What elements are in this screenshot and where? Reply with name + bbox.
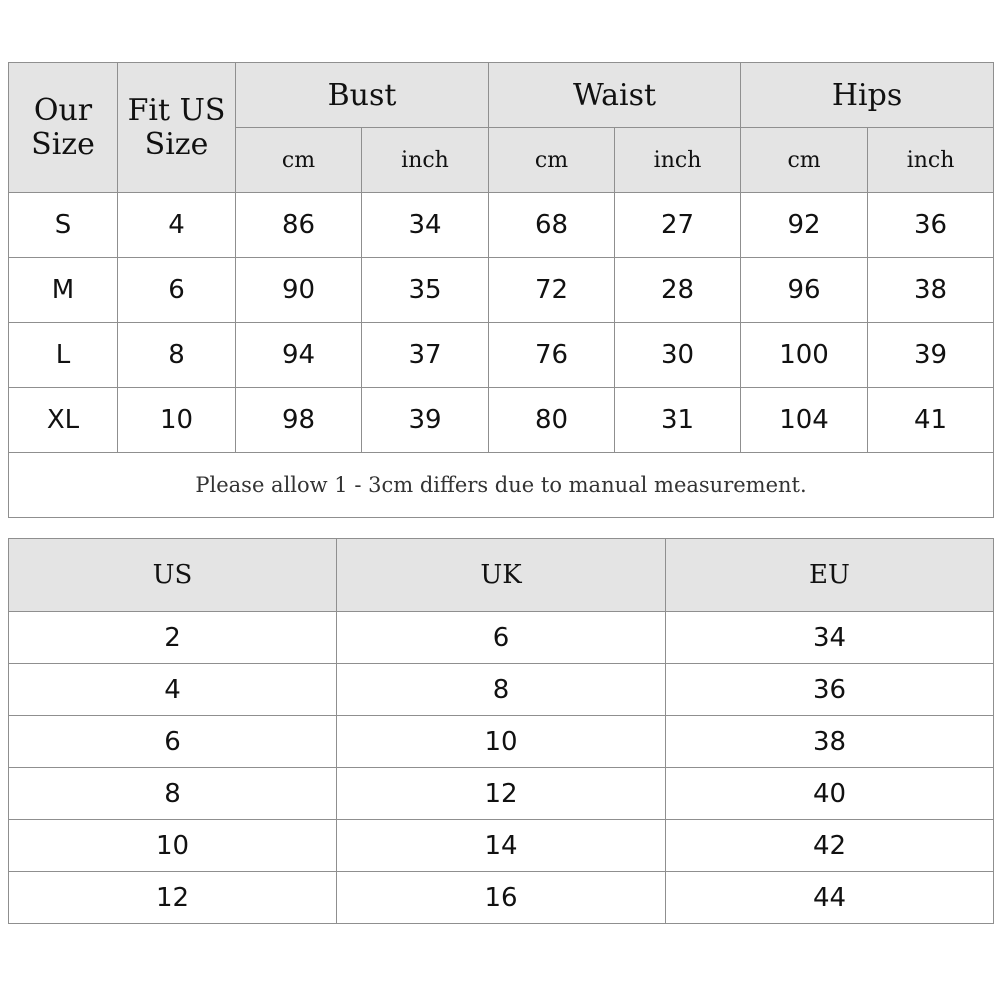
cell-us: 2 bbox=[9, 612, 337, 664]
cell-uk: 8 bbox=[337, 664, 666, 716]
cell-waist-inch: 28 bbox=[615, 258, 741, 323]
header-waist-inch: inch bbox=[615, 128, 741, 193]
cell-uk: 12 bbox=[337, 768, 666, 820]
cell-our-size: S bbox=[9, 193, 118, 258]
measurement-note: Please allow 1 - 3cm differs due to manual measurement. bbox=[9, 453, 994, 518]
cell-hips-cm: 104 bbox=[741, 388, 868, 453]
cell-hips-cm: 100 bbox=[741, 323, 868, 388]
cell-fit-us-size: 6 bbox=[118, 258, 236, 323]
conversion-row bbox=[9, 716, 994, 768]
cell-eu: 38 bbox=[666, 716, 994, 768]
header-hips: Hips bbox=[741, 63, 994, 128]
cell-uk: 10 bbox=[337, 716, 666, 768]
cell-hips-inch: 39 bbox=[868, 323, 994, 388]
cell-our-size: M bbox=[9, 258, 118, 323]
cell-us: 12 bbox=[9, 872, 337, 924]
header-hips-cm: cm bbox=[741, 128, 868, 193]
cell-uk: 16 bbox=[337, 872, 666, 924]
cell-eu: 42 bbox=[666, 820, 994, 872]
header-waist-cm: cm bbox=[489, 128, 615, 193]
cell-bust-inch: 35 bbox=[362, 258, 489, 323]
header-eu: EU bbox=[666, 539, 994, 612]
cell-bust-inch: 34 bbox=[362, 193, 489, 258]
cell-eu: 34 bbox=[666, 612, 994, 664]
cell-eu: 44 bbox=[666, 872, 994, 924]
cell-hips-cm: 96 bbox=[741, 258, 868, 323]
cell-bust-inch: 39 bbox=[362, 388, 489, 453]
size-row bbox=[9, 258, 994, 323]
cell-bust-inch: 37 bbox=[362, 323, 489, 388]
conversion-row bbox=[9, 872, 994, 924]
header-fit-us-size: Fit US Size bbox=[118, 63, 236, 193]
conversion-row bbox=[9, 664, 994, 716]
size-row bbox=[9, 388, 994, 453]
cell-uk: 14 bbox=[337, 820, 666, 872]
cell-waist-inch: 27 bbox=[615, 193, 741, 258]
header-us: US bbox=[9, 539, 337, 612]
cell-our-size: XL bbox=[9, 388, 118, 453]
conversion-row bbox=[9, 820, 994, 872]
cell-hips-cm: 92 bbox=[741, 193, 868, 258]
cell-bust-cm: 86 bbox=[236, 193, 362, 258]
size-row bbox=[9, 323, 994, 388]
header-bust: Bust bbox=[236, 63, 489, 128]
conversion-chart-table bbox=[8, 538, 994, 924]
size-chart-table bbox=[8, 62, 994, 518]
header-hips-inch: inch bbox=[868, 128, 994, 193]
cell-bust-cm: 90 bbox=[236, 258, 362, 323]
cell-uk: 6 bbox=[337, 612, 666, 664]
cell-waist-cm: 80 bbox=[489, 388, 615, 453]
cell-us: 4 bbox=[9, 664, 337, 716]
cell-eu: 40 bbox=[666, 768, 994, 820]
conversion-row bbox=[9, 612, 994, 664]
header-bust-inch: inch bbox=[362, 128, 489, 193]
size-row bbox=[9, 193, 994, 258]
header-uk: UK bbox=[337, 539, 666, 612]
header-our-size: Our Size bbox=[9, 63, 118, 193]
conversion-row bbox=[9, 768, 994, 820]
cell-waist-inch: 31 bbox=[615, 388, 741, 453]
cell-waist-cm: 72 bbox=[489, 258, 615, 323]
note-row bbox=[9, 453, 994, 518]
cell-us: 8 bbox=[9, 768, 337, 820]
cell-waist-cm: 76 bbox=[489, 323, 615, 388]
cell-fit-us-size: 8 bbox=[118, 323, 236, 388]
header-waist: Waist bbox=[489, 63, 741, 128]
cell-hips-inch: 41 bbox=[868, 388, 994, 453]
header-bust-cm: cm bbox=[236, 128, 362, 193]
cell-bust-cm: 98 bbox=[236, 388, 362, 453]
cell-waist-inch: 30 bbox=[615, 323, 741, 388]
cell-eu: 36 bbox=[666, 664, 994, 716]
cell-us: 6 bbox=[9, 716, 337, 768]
cell-fit-us-size: 4 bbox=[118, 193, 236, 258]
cell-bust-cm: 94 bbox=[236, 323, 362, 388]
cell-waist-cm: 68 bbox=[489, 193, 615, 258]
cell-us: 10 bbox=[9, 820, 337, 872]
cell-fit-us-size: 10 bbox=[118, 388, 236, 453]
cell-hips-inch: 38 bbox=[868, 258, 994, 323]
cell-our-size: L bbox=[9, 323, 118, 388]
cell-hips-inch: 36 bbox=[868, 193, 994, 258]
